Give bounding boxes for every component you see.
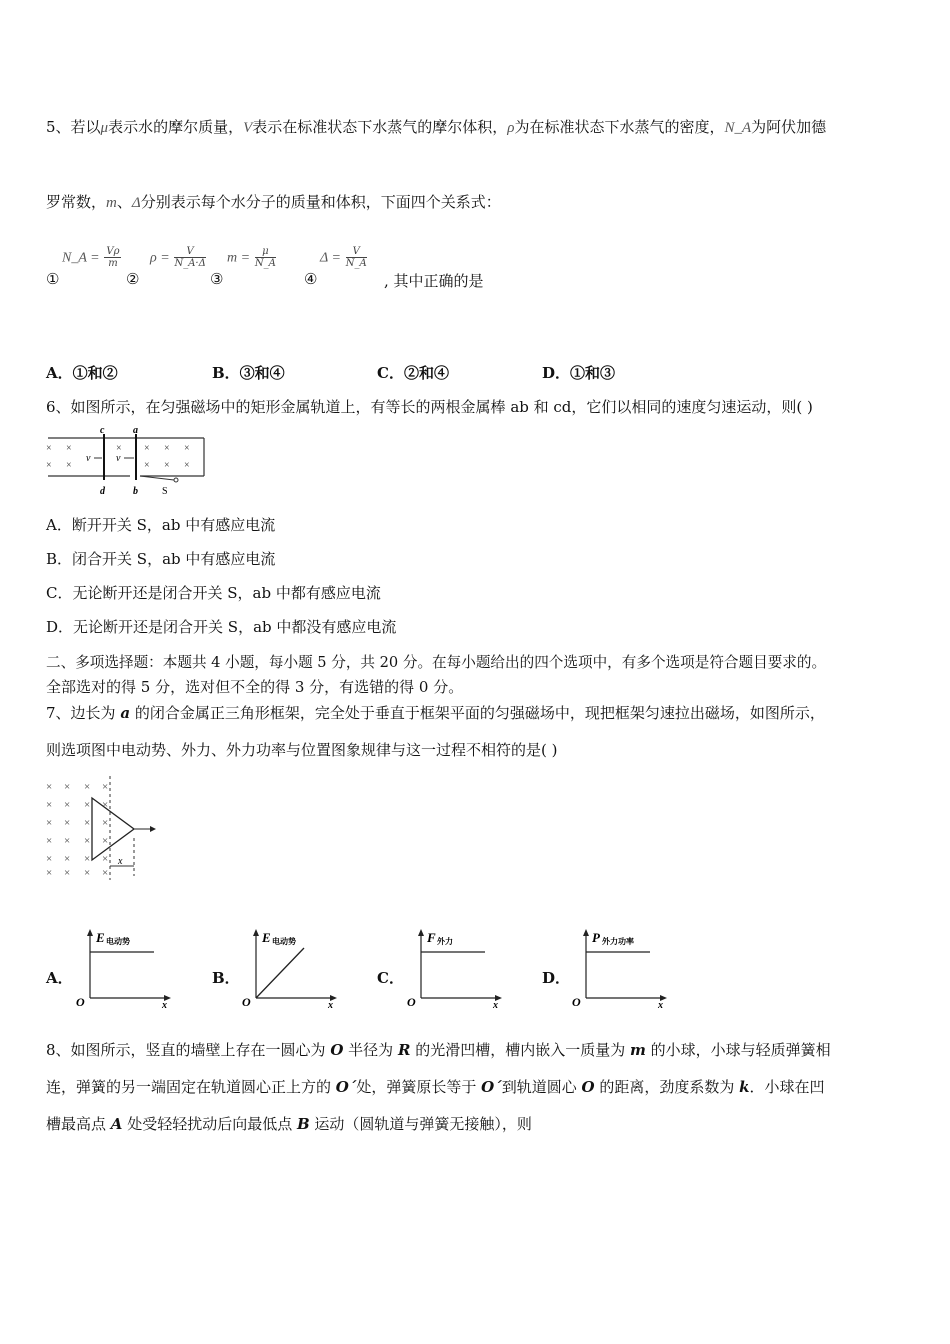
- q7-option-c[interactable]: [377, 926, 507, 1008]
- q6-option-d[interactable]: [46, 616, 396, 637]
- svg-text:×: ×: [46, 799, 53, 811]
- text: 半径为: [343, 1041, 398, 1059]
- y-axis-label: F: [427, 930, 436, 945]
- graph: [76, 926, 176, 1008]
- svg-text:×: ×: [184, 460, 190, 471]
- text: 分别表示每个水分子的质量和体积，下面四个关系式：: [140, 193, 501, 211]
- section2-line1: [46, 651, 826, 672]
- origin-label: O: [76, 995, 85, 1008]
- y-arrowhead: [583, 929, 589, 936]
- q7-line1: [46, 702, 825, 723]
- symbol: A: [110, 1115, 123, 1133]
- q5-option-d[interactable]: [542, 362, 615, 383]
- section2-line2: [46, 676, 463, 697]
- numerator: μ: [255, 246, 276, 258]
- svg-text:×: ×: [102, 799, 109, 811]
- svg-text:×: ×: [102, 817, 109, 829]
- q5-formula-1: [62, 246, 121, 269]
- text: 罗常数，: [46, 193, 107, 211]
- svg-text:×: ×: [102, 853, 109, 865]
- text: 槽最高点: [46, 1115, 111, 1133]
- text: 表示水的摩尔质量，: [108, 118, 244, 136]
- text: B．③和④: [212, 364, 285, 382]
- svg-text:×: ×: [64, 853, 71, 865]
- option-label: C．: [377, 969, 404, 987]
- symbol-mu: μ: [100, 120, 109, 136]
- denominator: N_A: [345, 258, 367, 269]
- label-s: S: [162, 486, 168, 497]
- q5-formula-3: [227, 246, 276, 269]
- symbol: O´: [335, 1078, 357, 1096]
- label-d: d: [100, 486, 105, 497]
- denominator: N_A: [254, 258, 276, 269]
- text: A．断开开关 S，ab 中有感应电流: [46, 516, 276, 534]
- q6-option-c[interactable]: [46, 582, 381, 603]
- text: ．小球在凹: [749, 1078, 825, 1096]
- svg-text:×: ×: [84, 853, 91, 865]
- q5-formula-4: [320, 246, 367, 269]
- svg-text:×: ×: [116, 443, 122, 454]
- text: 运动（圆轨道与弹簧无接触），则: [309, 1115, 532, 1133]
- origin-label: O: [407, 995, 416, 1008]
- q6-option-a[interactable]: [46, 514, 275, 535]
- q8-line1: [46, 1039, 831, 1060]
- graph: [572, 926, 672, 1008]
- symbol: O´: [481, 1078, 502, 1096]
- text: ③: [210, 270, 224, 288]
- text: D．无论断开还是闭合开关 S，ab 中都没有感应电流: [46, 618, 397, 636]
- text: 则选项图中电动势、外力、外力功率与位置图象规律与这一过程不相符的是( ): [46, 741, 558, 759]
- svg-text:×: ×: [46, 443, 52, 454]
- q7-option-d[interactable]: [542, 926, 672, 1008]
- svg-text:×: ×: [64, 817, 71, 829]
- field-crosses: [46, 781, 108, 879]
- svg-text:×: ×: [66, 460, 72, 471]
- symbol-a: a: [120, 704, 131, 722]
- numerator: Vρ: [106, 246, 120, 257]
- text: 为在标准状态下水蒸气的密度，: [514, 118, 725, 136]
- svg-text:×: ×: [144, 443, 150, 454]
- text: ④: [304, 270, 318, 288]
- symbol: m: [629, 1041, 646, 1059]
- y-axis-label: E: [96, 930, 105, 945]
- svg-text:×: ×: [64, 799, 71, 811]
- text: B．闭合开关 S，ab 中有感应电流: [46, 550, 276, 568]
- formula-lhs: Δ =: [320, 250, 341, 266]
- svg-text:×: ×: [64, 835, 71, 847]
- symbol: k: [739, 1078, 750, 1096]
- text: C．②和④: [377, 364, 449, 382]
- q7-figure: [44, 776, 164, 880]
- symbol-rho: ρ: [507, 120, 515, 136]
- symbol-na: N_A: [724, 120, 752, 136]
- triangle-frame: [92, 798, 134, 860]
- symbol-delta: Δ: [131, 195, 141, 211]
- text: 到轨道圆心: [501, 1078, 582, 1096]
- fraction: [174, 246, 205, 269]
- svg-text:×: ×: [84, 867, 91, 879]
- svg-text:×: ×: [164, 460, 170, 471]
- text: 全部选对的得 5 分，选对但不全的得 3 分，有选错的得 0 分。: [46, 678, 464, 696]
- q5-formula-2-circle: [126, 270, 139, 288]
- svg-text:×: ×: [102, 781, 109, 793]
- fraction: [255, 246, 276, 269]
- text: 表示在标准状态下水蒸气的摩尔体积，: [252, 118, 508, 136]
- svg-text:×: ×: [46, 867, 53, 879]
- fraction: [346, 246, 367, 269]
- symbol: R: [397, 1041, 411, 1059]
- x-axis-label: x: [658, 1000, 663, 1008]
- text: 的小球，小球与轻质弹簧相: [645, 1041, 831, 1059]
- y-axis-label: E: [262, 930, 271, 945]
- label-b: b: [133, 486, 138, 497]
- svg-text:×: ×: [84, 835, 91, 847]
- denominator: m: [108, 258, 118, 269]
- numerator: V: [346, 246, 367, 258]
- q6-stem: [46, 396, 813, 417]
- y-arrowhead: [253, 929, 259, 936]
- option-label: A．: [46, 969, 73, 987]
- option-label: B．: [212, 969, 240, 987]
- graph: [407, 926, 507, 1008]
- svg-text:×: ×: [102, 835, 109, 847]
- origin-label: O: [242, 995, 251, 1008]
- velocity-label-cd: v: [86, 453, 91, 464]
- svg-text:×: ×: [102, 867, 109, 879]
- y-axis-label: P: [592, 930, 600, 945]
- x-axis-label: x: [162, 1000, 167, 1008]
- option-label: D．: [542, 969, 571, 987]
- text: 连，弹簧的另一端固定在轨道圆心正上方的: [46, 1078, 336, 1096]
- graph-curve: [256, 948, 304, 998]
- denominator: N_A·Δ: [174, 258, 206, 269]
- svg-text:×: ×: [64, 867, 71, 879]
- numerator: V: [174, 246, 205, 258]
- text: 的光滑凹槽，槽内嵌入一质量为: [410, 1041, 630, 1059]
- label-a: a: [133, 425, 138, 436]
- svg-text:×: ×: [184, 443, 190, 454]
- svg-text:×: ×: [46, 853, 53, 865]
- text: 8、如图所示，竖直的墙壁上存在一圆心为: [46, 1041, 331, 1059]
- svg-text:×: ×: [46, 835, 53, 847]
- switch-terminal: [174, 478, 178, 482]
- q6-option-b[interactable]: [46, 548, 275, 569]
- graph: [242, 926, 342, 1008]
- text: 5、若以: [46, 118, 101, 136]
- q7-option-b[interactable]: [212, 926, 342, 1008]
- symbol-m: m: [106, 195, 117, 211]
- q8-line2: [46, 1076, 825, 1097]
- svg-text:×: ×: [84, 817, 91, 829]
- svg-text:×: ×: [46, 817, 53, 829]
- svg-text:×: ×: [66, 443, 72, 454]
- velocity-label-ab: v: [116, 453, 121, 464]
- q5-formula-1-circle: [46, 270, 59, 288]
- origin-label: O: [572, 995, 581, 1008]
- y-arrowhead: [87, 929, 93, 936]
- label-c: c: [100, 425, 105, 436]
- q5-option-c[interactable]: [377, 362, 449, 383]
- text: 7、边长为: [46, 704, 121, 722]
- y-axis-sublabel: 外力功率: [602, 937, 634, 946]
- svg-text:×: ×: [84, 799, 91, 811]
- text: D．①和③: [542, 364, 616, 382]
- svg-text:×: ×: [84, 781, 91, 793]
- text: 6、如图所示，在匀强磁场中的矩形金属轨道上，有等长的两根金属棒 ab 和 cd，它们以相同的速度匀速运动，则( ): [46, 398, 813, 416]
- symbol: O: [330, 1041, 344, 1059]
- x-axis-label: x: [493, 1000, 498, 1008]
- q5-formula-tail: [384, 270, 484, 291]
- y-axis-sublabel: 电动势: [106, 937, 130, 946]
- q8-line3: [46, 1113, 532, 1134]
- svg-text:×: ×: [164, 443, 170, 454]
- q7-option-a[interactable]: [46, 926, 176, 1008]
- q6-figure: [40, 424, 210, 498]
- symbol-v: V: [243, 120, 253, 136]
- q5-option-a[interactable]: [46, 362, 118, 383]
- text: ②: [126, 270, 140, 288]
- text: C．无论断开还是闭合开关 S，ab 中都有感应电流: [46, 584, 381, 602]
- y-axis-sublabel: 外力: [437, 937, 453, 946]
- x-axis-label: x: [328, 1000, 333, 1008]
- text: 的距离，劲度系数为: [594, 1078, 740, 1096]
- y-arrowhead: [418, 929, 424, 936]
- text: 的闭合金属正三角形框架，完全处于垂直于框架平面的匀强磁场中，现把框架匀速拉出磁场，如图所示，: [130, 704, 825, 722]
- pull-arrowhead: [150, 826, 156, 832]
- q5-option-b[interactable]: [212, 362, 285, 383]
- text: 、: [116, 193, 132, 211]
- text: ①: [46, 270, 60, 288]
- q5-line1: [46, 116, 826, 137]
- svg-text:×: ×: [46, 781, 53, 793]
- q7-line2: [46, 739, 557, 760]
- text: 处，弹簧原长等于: [356, 1078, 482, 1096]
- text: A．①和②: [46, 364, 118, 382]
- q5-formula-4-circle: [304, 270, 317, 288]
- symbol: O: [581, 1078, 595, 1096]
- text: 为阿伏加德: [751, 118, 827, 136]
- text: 二、多项选择题：本题共 4 小题，每小题 5 分，共 20 分。在每小题给出的四个选项中，有多个选项是符合题目要求的。: [46, 654, 827, 671]
- svg-text:×: ×: [144, 460, 150, 471]
- q5-formula-2: [150, 246, 206, 269]
- formula-lhs: m =: [227, 250, 251, 266]
- switch-s: [140, 476, 174, 480]
- svg-text:×: ×: [46, 460, 52, 471]
- text: , 其中正确的是: [384, 272, 484, 290]
- formula-lhs: N_A =: [62, 250, 100, 266]
- fraction: [104, 246, 121, 269]
- formula-lhs: ρ =: [150, 250, 170, 266]
- symbol: B: [296, 1115, 310, 1133]
- y-axis-sublabel: 电动势: [272, 937, 296, 946]
- text: 处受轻轻扰动后向最低点: [122, 1115, 297, 1133]
- q5-line2: [46, 191, 501, 212]
- x-dimension-label: x: [118, 856, 123, 867]
- q5-formula-3-circle: [210, 270, 223, 288]
- svg-text:×: ×: [64, 781, 71, 793]
